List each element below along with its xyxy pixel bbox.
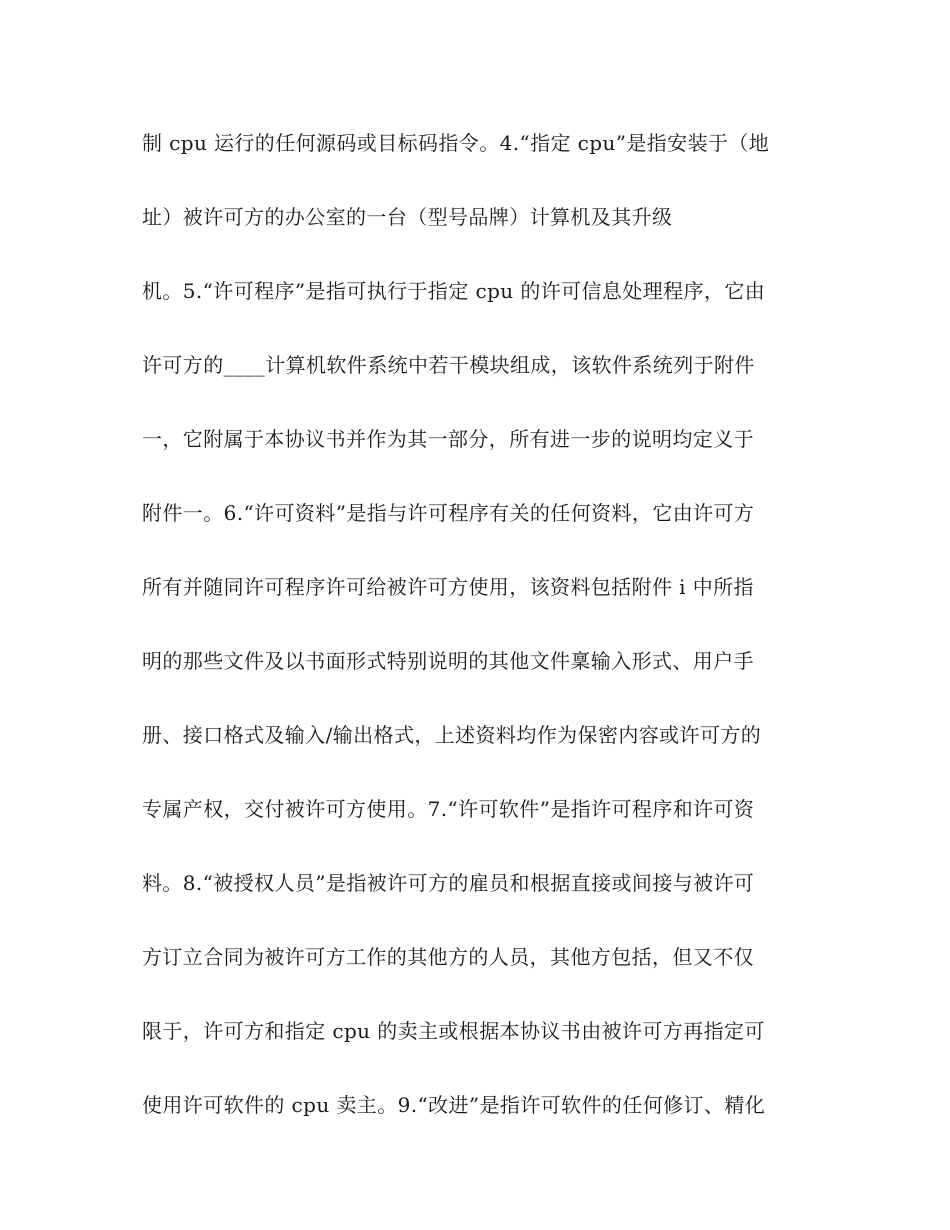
text-line: 制 cpu 运行的任何源码或目标码指令。4.“指定 cpu”是指安装于（地 xyxy=(142,131,770,155)
text-line: 明的那些文件及以书面形式特别说明的其他文件稟输入形式、用户手 xyxy=(142,649,754,673)
text-line: 一，它附属于本协议书并作为其一部分，所有进一步的说明均定义于 xyxy=(142,427,754,451)
text-line: 机。5.“许可程序”是指可执行于指定 cpu 的许可信息处理程序，它由 xyxy=(142,279,766,303)
text-line: 专属产权，交付被许可方使用。7.“许可软件”是指许可程序和许可资 xyxy=(142,797,755,821)
text-line: 许可方的____计算机软件系统中若干模块组成，该软件系统列于附件 xyxy=(142,353,755,377)
text-line: 料。8.“被授权人员”是指被许可方的雇员和根据直接或间接与被许可 xyxy=(142,871,755,895)
text-line: 方订立合同为被许可方工作的其他方的人员，其他方包括，但又不仅 xyxy=(142,945,754,969)
text-line: 所有并随同许可程序许可给被许可方使用，该资料包括附件 i 中所指 xyxy=(142,575,754,599)
text-line: 限于，许可方和指定 cpu 的卖主或根据本协议书由被许可方再指定可 xyxy=(142,1019,765,1043)
body-text xyxy=(142,124,822,1160)
text-line: 址）被许可方的办公室的一台（型号品牌）计算机及其升级 xyxy=(142,205,673,229)
text-line: 使用许可软件的 cpu 卖主。9.“改进”是指许可软件的任何修订、精化 xyxy=(142,1093,766,1117)
text-line: 册、接口格式及输入/输出格式，上述资料均作为保密内容或许可方的 xyxy=(142,723,762,747)
text-line: 附件一。6.“许可资料”是指与许可程序有关的任何资料，它由许可方 xyxy=(142,501,755,525)
